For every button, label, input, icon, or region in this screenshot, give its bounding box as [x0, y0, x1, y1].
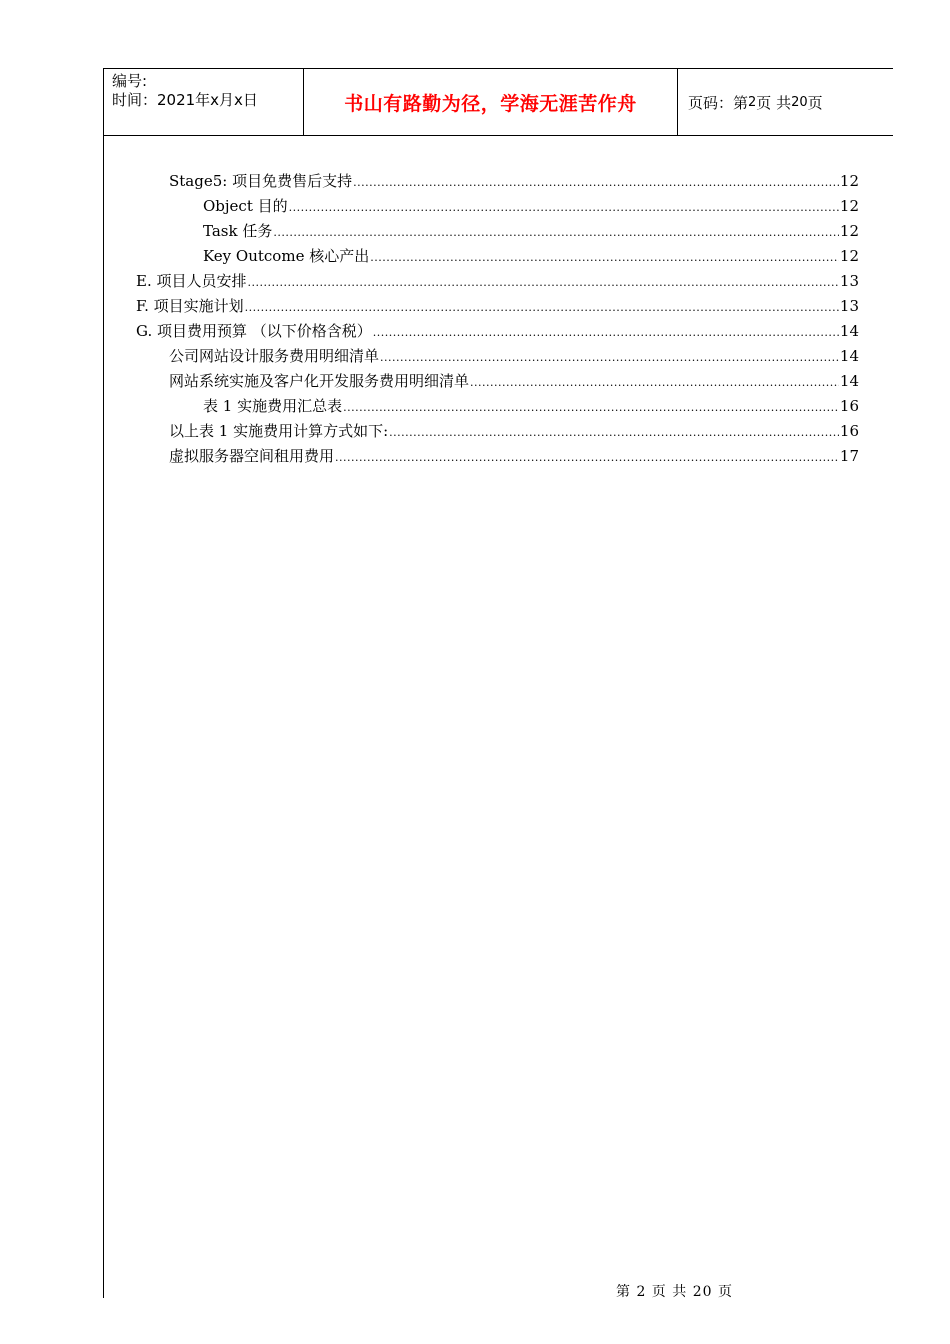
- toc-entry-page: 16: [839, 422, 859, 440]
- toc-entry[interactable]: [136, 270, 859, 292]
- toc-entry[interactable]: [169, 345, 859, 367]
- toc-leader: [470, 372, 839, 394]
- toc-entry[interactable]: [136, 295, 859, 317]
- toc-leader: [248, 272, 839, 294]
- toc-entry-title: F. 项目实施计划: [136, 297, 244, 315]
- toc-entry[interactable]: [169, 420, 859, 442]
- toc-entry-title: 网站系统实施及客户化开发服务费用明细清单: [169, 372, 470, 390]
- toc-leader: [343, 397, 839, 419]
- toc-leader: [389, 422, 839, 444]
- document-time-label: 时间：2021年x月x日: [112, 91, 258, 109]
- toc-entry-page: 12: [839, 197, 859, 215]
- toc-entry-page: 13: [839, 272, 859, 290]
- toc-entry-page: 13: [839, 297, 859, 315]
- toc-leader: [245, 297, 839, 319]
- toc-entry-title: Stage5: 项目免费售后支持: [169, 172, 353, 190]
- toc-leader: [335, 447, 839, 469]
- toc-entry-title: Object 目的: [203, 197, 288, 215]
- toc-entry-page: 12: [839, 172, 859, 190]
- left-margin-rule: [103, 136, 104, 1298]
- toc-entry-title: E. 项目人员安排: [136, 272, 247, 290]
- header-meta-cell: [104, 69, 304, 135]
- toc-entry-title: G. 项目费用预算 （以下价格含税）: [136, 322, 372, 340]
- page-suffix: 页: [807, 93, 823, 112]
- toc-entry-title: 表 1 实施费用汇总表: [203, 397, 343, 415]
- page-total: 20: [791, 94, 808, 110]
- toc-entry[interactable]: [169, 445, 859, 467]
- toc-entry-title: 公司网站设计服务费用明细清单: [169, 347, 380, 365]
- toc-entry[interactable]: [203, 395, 859, 417]
- toc-leader: [373, 322, 839, 344]
- toc-entry[interactable]: [203, 220, 859, 242]
- toc-leader: [289, 197, 839, 219]
- toc-entry[interactable]: [169, 370, 859, 392]
- toc-entry[interactable]: [203, 195, 859, 217]
- toc-entry-page: 12: [839, 222, 859, 240]
- toc-entry[interactable]: [169, 170, 859, 192]
- toc-entry[interactable]: [136, 320, 859, 342]
- toc-entry[interactable]: [203, 245, 859, 267]
- toc-entry-page: 16: [839, 397, 859, 415]
- header-motto: 书山有路勤为径，学海无涯苦作舟: [304, 69, 678, 135]
- toc-entry-page: 14: [839, 347, 859, 365]
- toc-leader: [273, 222, 839, 244]
- toc-entry-page: 14: [839, 372, 859, 390]
- toc-leader: [380, 347, 839, 369]
- header-page-info: [678, 69, 892, 135]
- toc-entry-page: 12: [839, 247, 859, 265]
- toc-leader: [370, 247, 839, 269]
- document-number-label: 编号:: [112, 72, 148, 90]
- toc-entry-page: 14: [839, 322, 859, 340]
- toc-entry-title: 以上表 1 实施费用计算方式如下:: [169, 422, 389, 440]
- page-current: 2: [748, 94, 757, 110]
- page-mid: 页 共: [756, 93, 792, 112]
- page-prefix: 页码：第: [688, 93, 749, 112]
- toc-entry-title: Key Outcome 核心产出: [203, 247, 370, 265]
- toc-entry-page: 17: [839, 447, 859, 465]
- toc-leader: [353, 172, 839, 194]
- toc-entry-title: 虚拟服务器空间租用费用: [169, 447, 335, 465]
- page-footer: 第 2 页 共 20 页: [616, 1284, 733, 1300]
- document-header: [103, 68, 893, 136]
- toc-entry-title: Task 任务: [203, 222, 273, 240]
